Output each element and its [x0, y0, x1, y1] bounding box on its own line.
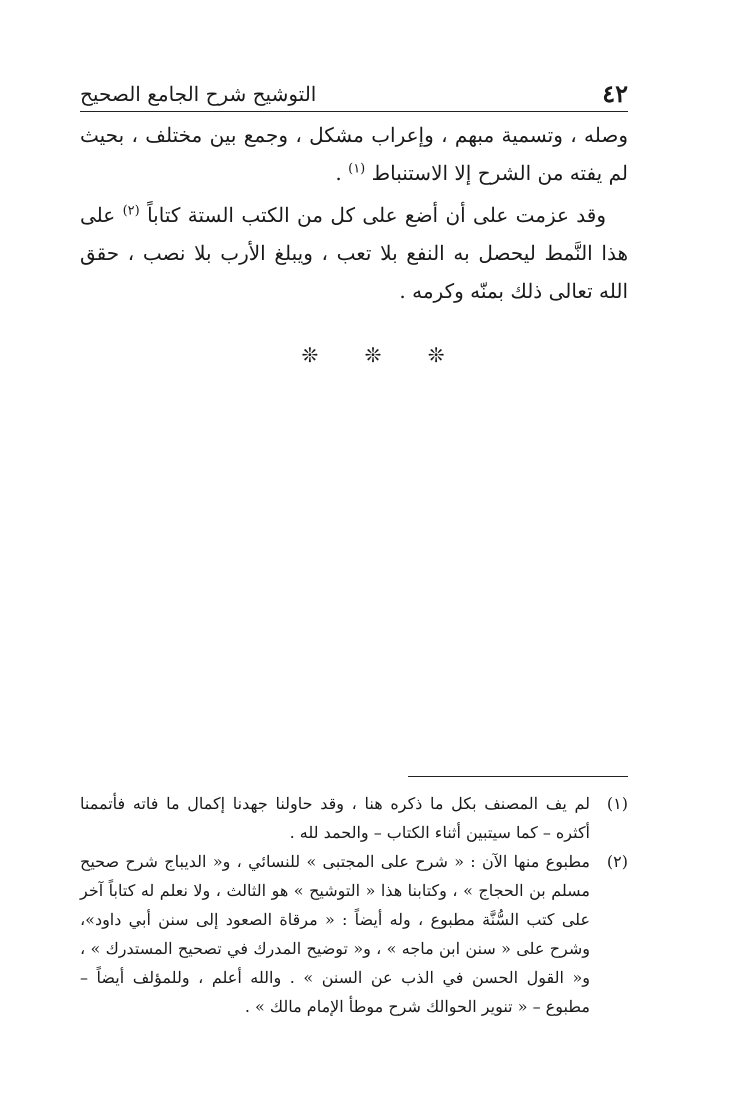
footnote-text: مطبوع منها الآن : « شرح على المجتبى » للنسائي ، و« الديباج شرح صحيح مسلم بن الحجاج » ، وكتابنا هذا « التوشيح » هو الثالث ، ولا نعلم له كتاباً آخر على كتب السُّنَّة مطبوع ، وله أيضاً : « مرقاة الصعود إلى سنن أبي داود»، وشرح على « سنن ابن ماجه » ، و« توضيح المدرك في تصحيح المستدرك » ، و« القول الحسن في الذب عن السنن » . والله أعلم ، وللمؤلف أيضاً – مطبوع – « تنوير الحوالك شرح موطأ الإمام مالك » . — [80, 852, 590, 1016]
separator-asterism: ❊ — [364, 343, 382, 367]
footnote-text: لم يف المصنف بكل ما ذكره هنا ، وقد حاولنا جهدنا إكمال ما فاته فأتممنا أكثره – كما سيتبين أثناء الكتاب – والحمد لله . — [80, 794, 590, 842]
paragraph-1 — [80, 116, 628, 192]
footnote-number: (٢) — [606, 852, 628, 871]
footnote-1 — [80, 789, 628, 847]
footnote-ref-2: (٢) — [122, 203, 140, 219]
footnote-2 — [80, 847, 628, 1021]
paragraph-1-end: . — [335, 161, 349, 185]
page-number: ٤٢ — [602, 79, 628, 108]
running-title: التوشيح شرح الجامع الصحيح — [80, 82, 317, 106]
footnote-rule — [408, 776, 628, 777]
footnote-ref-1: (١) — [348, 161, 366, 177]
paragraph-2-end: على هذا النَّمط ليحصل به النفع بلا تعب ، ويبلغ الأرب بلا نصب ، حقق الله تعالى ذلك بمنّه وكرمه . — [80, 203, 628, 303]
separator-asterism: ❊ — [301, 343, 319, 367]
header-rule — [80, 111, 628, 112]
section-separator — [0, 343, 746, 367]
paragraph-1-text: وصله ، وتسمية مبهم ، وإعراب مشكل ، وجمع بين مختلف ، بحيث لم يفته من الشرح إلا الاستنباط — [80, 123, 628, 185]
separator-asterism: ❊ — [427, 343, 445, 367]
page-header — [80, 70, 628, 110]
footnote-number: (١) — [606, 794, 628, 813]
paragraph-2-start: وقد عزمت على أن أضع على كل من الكتب الستة كتاباً — [147, 203, 606, 227]
footnotes — [80, 789, 628, 1021]
main-text — [80, 116, 628, 314]
paragraph-2 — [80, 196, 628, 310]
